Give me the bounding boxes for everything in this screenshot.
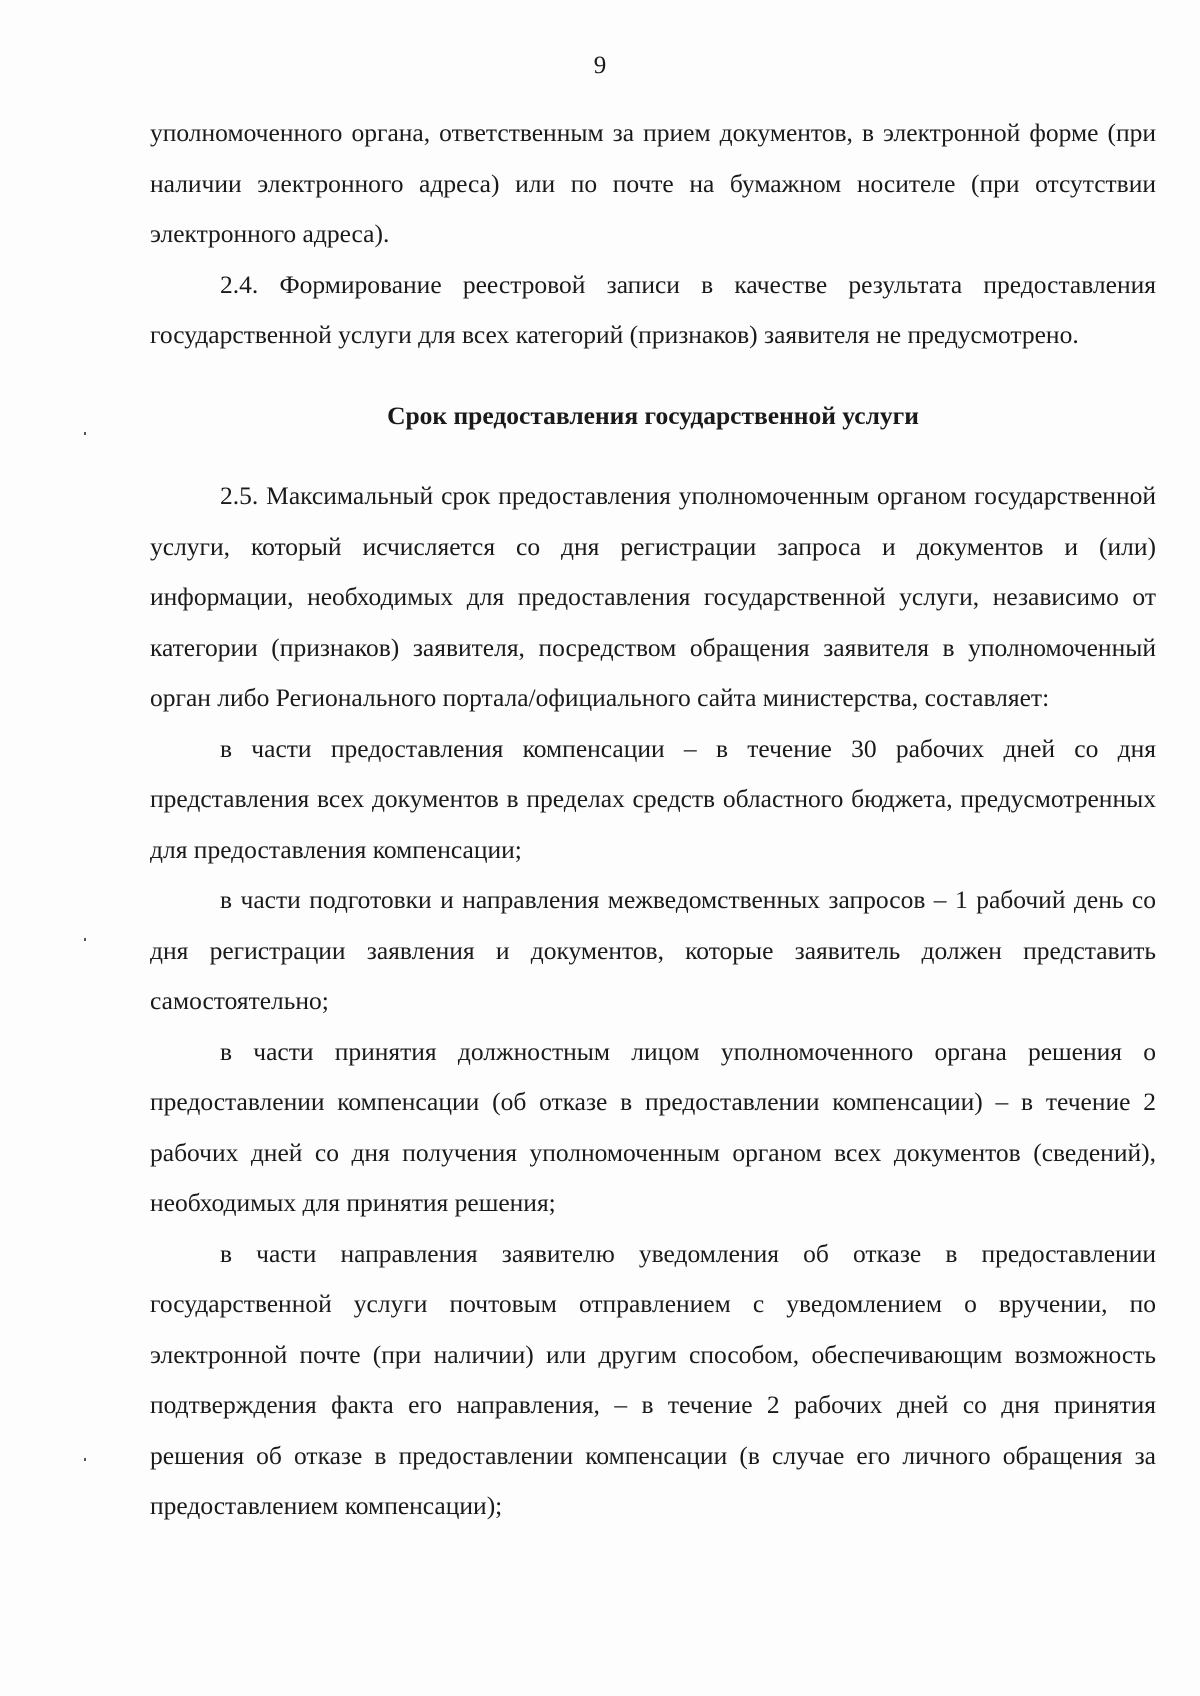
scan-margin-mark: [84, 1458, 86, 1461]
page-number: 9: [593, 52, 607, 79]
paragraph-decision-term: в части принятия должностным лицом уполномоченного органа решения о предоставлении компенсации (об отказе в предоставлении компенсации) – в течение 2 рабочих дней со дня получения уполномоченным органом всех документов (сведений), необходимых для принятия решения;: [150, 1036, 1156, 1217]
paragraph-interagency-requests: в части подготовки и направления межведомственных запросов – 1 рабочий день со дня регистрации заявления и документов, которые заявитель должен представить самостоятельно;: [150, 885, 1156, 1015]
paragraph-refusal-notification: в части направления заявителю уведомления об отказе в предоставлении государственной услуги почтовым отправлением с уведомлением о вручении, по электронной почте (при наличии) или другим способом, обеспечивающим возможность подтверждения факта его направления, – в течение 2 рабочих дней со дня принятия решения об отказе в предоставлении компенсации (в случае его личного обращения за предоставлением компенсации);: [150, 1238, 1156, 1520]
paragraph-2-4: 2.4. Формирование реестровой записи в качестве результата предоставления государственной услуги для всех категорий (признаков) заявителя не предусмотрено.: [150, 269, 1156, 349]
section-heading: Срок предоставления государственной услуги: [387, 400, 919, 430]
paragraph-continuation: уполномоченного органа, ответственным за прием документов, в электронной форме (при наличии электронного адреса) или по почте на бумажном носителе (при отсутствии электронного адреса).: [150, 118, 1156, 248]
document-body: [150, 108, 1156, 1532]
scan-margin-mark: [84, 938, 86, 941]
paragraph-2-5: 2.5. Максимальный срок предоставления уполномоченным органом государственной услуги, который исчисляется со дня регистрации запроса и документов и (или) информации, необходимых для предоставления государственной услуги, независимо от категории (признаков) заявителя, посредством обращения заявителя в уполномоченный орган либо Регионального портала/официального сайта министерства, составляет:: [150, 481, 1156, 712]
paragraph-compensation-term: в части предоставления компенсации – в течение 30 рабочих дней со дня представления всех документов в пределах средств областного бюджета, предусмотренных для предоставления компенсации;: [150, 733, 1156, 864]
scan-margin-mark: [84, 432, 86, 435]
